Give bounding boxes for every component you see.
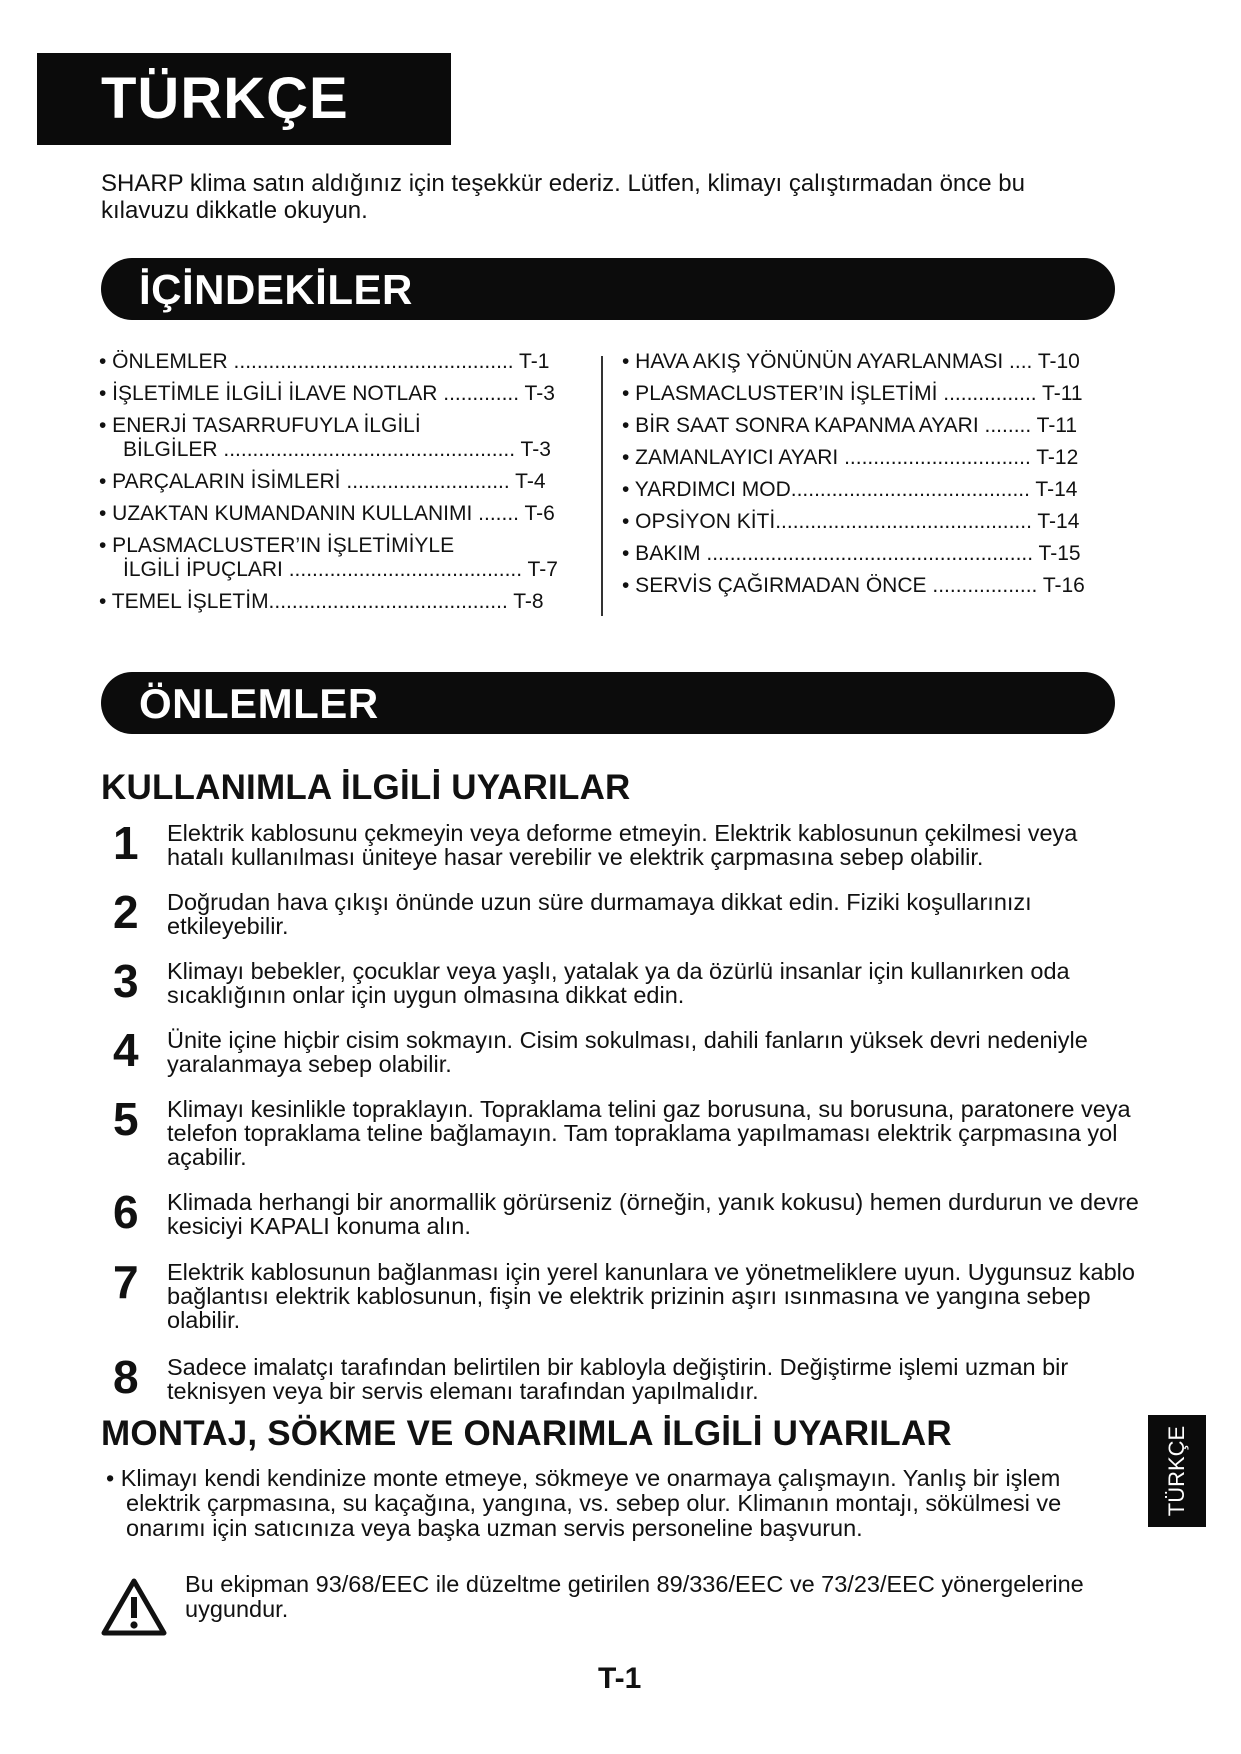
warning-text: Ünite içine hiçbir cisim sokmayın. Cisim sokulması, dahili fanların yüksek devri nedeniyle yaralanmaya sebep olabilir. [167,1027,1088,1077]
toc-item[interactable]: • HAVA AKIŞ YÖNÜNÜN AYARLANMASI .... T-10 [622,350,1080,373]
warning-text: Elektrik kablosunu çekmeyin veya deforme etmeyin. Elektrik kablosunun çekilmesi veya hatalı kullanılması üniteye hasar verebilir ve elektrik çarpmasına sebep olabilir. [167,820,1078,870]
directive-notice-text: Bu ekipman 93/68/EEC ile düzeltme getirilen 89/336/EEC ve 73/23/EEC yönergelerine uygundur. [185,1571,1084,1622]
warning-text: Klimada herhangi bir anormallik görürseniz (örneğin, yanık kokusu) hemen durdurun ve devre kesiciyi KAPALI konuma alın. [167,1189,1139,1239]
contents-header [101,258,1115,320]
precautions-header [101,672,1115,734]
warning-number: 4 [113,1024,139,1076]
intro-text: SHARP klima satın aldığınız için teşekkür ederiz. Lütfen, klimayı çalıştırmadan önce bu kılavuzu dikkatle okuyun. [101,170,1025,224]
warning-number: 2 [113,886,139,938]
toc-item[interactable]: • PARÇALARIN İSİMLERİ ............................ T-4 [99,470,546,493]
toc-right-column [622,350,1122,606]
warning-number: 8 [113,1351,139,1403]
toc-item[interactable]: • OPSİYON KİTİ............................................ T-14 [622,510,1080,533]
warning-number: 3 [113,955,139,1007]
directive-notice [101,1572,1141,1642]
warning-triangle-icon [101,1578,167,1636]
warning-text: Klimayı kesinlikle topraklayın. Topraklama telini gaz borusuna, su borusuna, paratonere veya telefon topraklama teline bağlamayın. Tam topraklama yapılmaması elektrik çarpmasına yol açabilir. [167,1096,1131,1170]
warning-number: 6 [113,1186,139,1238]
toc-divider [601,356,603,616]
warning-number: 5 [113,1093,139,1145]
toc-item[interactable]: • İŞLETİMLE İLGİLİ İLAVE NOTLAR ............. T-3 [99,382,555,405]
warning-text: Sadece imalatçı tarafından belirtilen bir kabloyla değiştirin. Değiştirme işlemi uzman bir teknisyen veya bir servis elemanı tarafından yapılmalıdır. [167,1354,1069,1404]
toc-item[interactable]: • ZAMANLAYICI AYARI ................................ T-12 [622,446,1079,469]
toc-item[interactable]: • YARDIMCI MOD......................................... T-14 [622,478,1078,501]
contents-title: İÇİNDEKİLER [139,266,413,313]
toc-item[interactable]: • ENERJİ TASARRUFUYLA İLGİLİ BİLGİLER .................................................. T-3 [99,414,551,461]
language-side-tab [1148,1415,1206,1527]
toc-item[interactable]: • BİR SAAT SONRA KAPANMA AYARI ........ T-11 [622,414,1078,437]
side-tab-label: TÜRKÇE [1164,1425,1189,1517]
toc-item[interactable]: • PLASMACLUSTER’IN İŞLETİMİ ................ T-11 [622,382,1083,405]
language-banner [37,53,451,145]
toc-item[interactable]: • SERVİS ÇAĞIRMADAN ÖNCE .................. T-16 [622,574,1085,597]
toc-item[interactable]: • TEMEL İŞLETİM......................................... T-8 [99,590,544,613]
toc-item[interactable]: • UZAKTAN KUMANDANIN KULLANIMI ....... T-6 [99,502,555,525]
page-number: T-1 [598,1662,642,1695]
warning-text: Klimayı bebekler, çocuklar veya yaşlı, yatalak ya da özürlü insanlar için kullanırken oda sıcaklığının onlar için uygun olmasına dikkat edin. [167,958,1070,1008]
toc-item[interactable]: • ÖNLEMLER ................................................ T-1 [99,350,550,373]
precautions-title: ÖNLEMLER [139,680,379,727]
language-title: TÜRKÇE [101,66,349,131]
toc-item[interactable]: • PLASMACLUSTER’IN İŞLETİMİYLE İLGİLİ İPUÇLARI ........................................ T-7 [99,534,558,581]
installation-warning-text: • Klimayı kendi kendinize monte etmeye, sökmeye ve onarmaya çalışmayın. Yanlış bir işlem elektrik çarpmasına, su kaçağına, yangına, vs. sebep olur. Klimanın montajı, sökülmesi ve onarımı için satıcınıza veya başka uzman servis personeline başvurun. [106,1465,1062,1541]
warning-text: Elektrik kablosunun bağlanması için yerel kanunlara ve yönetmeliklere uyun. Uygunsuz kablo bağlantısı elektrik kablosunun, fişin ve elektrik prizinin aşırı ısınmasına ve yangına sebep olabilir. [167,1259,1135,1333]
warning-number: 7 [113,1256,139,1308]
usage-warnings-heading: KULLANIMLA İLGİLİ UYARILAR [101,768,631,807]
warning-text: Doğrudan hava çıkışı önünde uzun süre durmamaya dikkat edin. Fiziki koşullarınızı etkileyebilir. [167,889,1032,939]
toc-left-column [99,350,579,622]
toc-item[interactable]: • BAKIM ........................................................ T-15 [622,542,1081,565]
installation-warnings-heading: MONTAJ, SÖKME VE ONARIMLA İLGİLİ UYARILAR [101,1414,952,1453]
warning-number: 1 [113,817,139,869]
